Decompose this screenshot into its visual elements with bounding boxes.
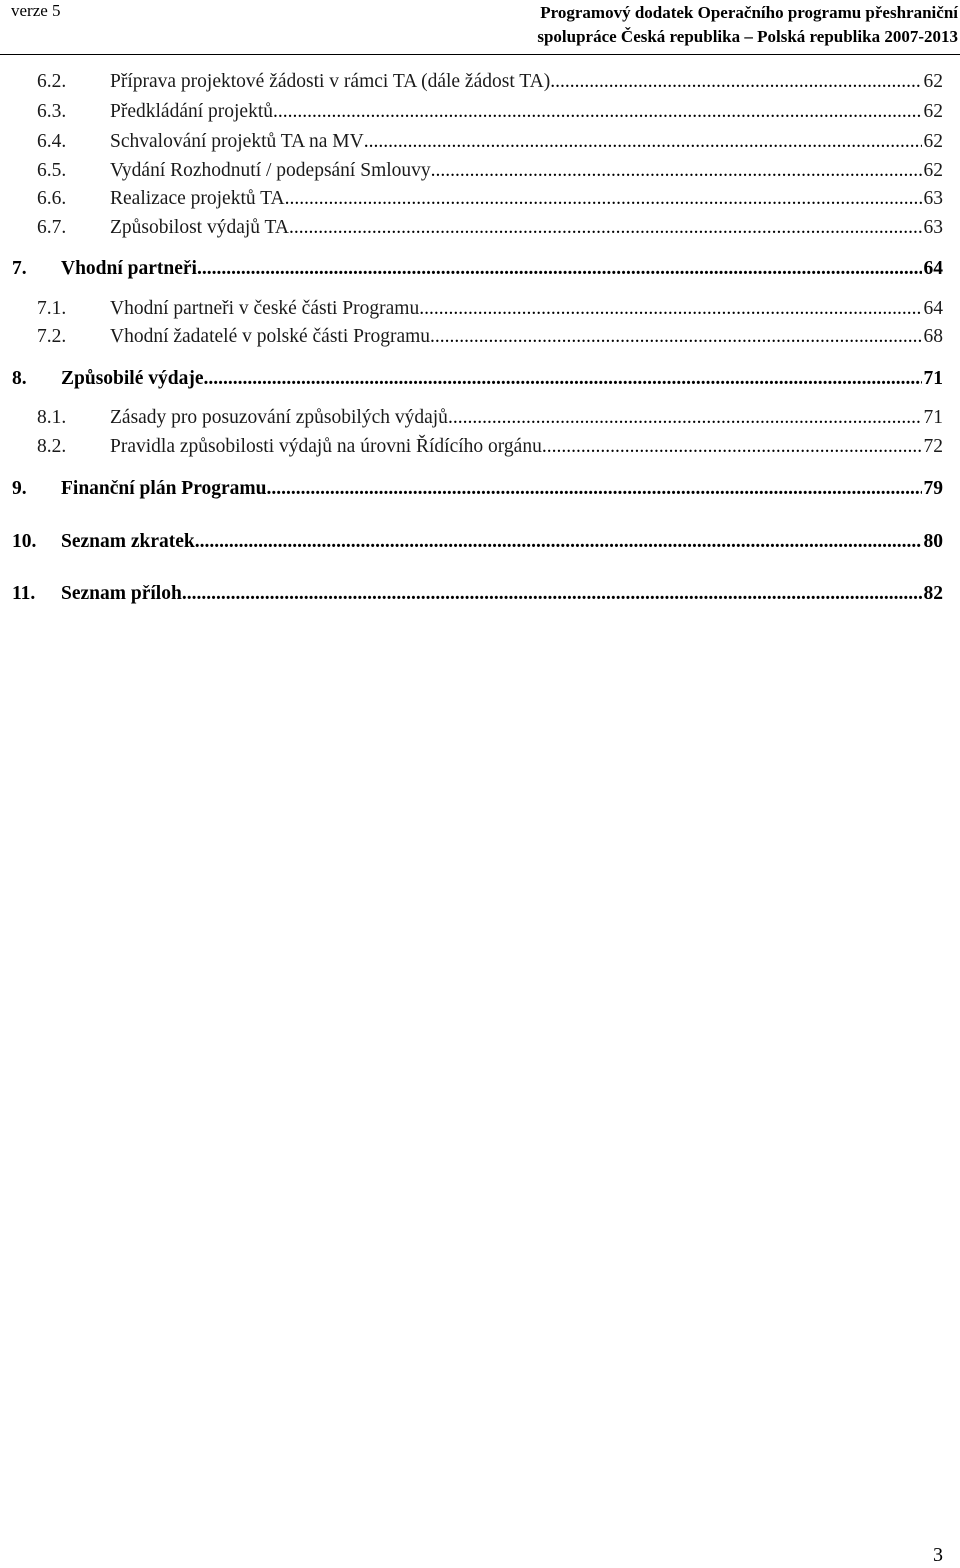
toc-entry-page: 68 bbox=[922, 322, 944, 352]
toc-entry-10[interactable] bbox=[12, 527, 943, 557]
toc-dot-leader bbox=[204, 364, 922, 394]
toc-entry-6-6[interactable] bbox=[37, 184, 943, 214]
toc-entry-title: Seznam zkratek bbox=[61, 527, 195, 557]
toc-entry-title: Seznam příloh bbox=[61, 579, 182, 609]
toc-entry-title: Finanční plán Programu bbox=[61, 474, 267, 504]
toc-entry-title: Schvalování projektů TA na MV bbox=[110, 127, 364, 157]
document-title-line-2: spolupráce Česká republika – Polská republika 2007-2013 bbox=[537, 27, 958, 46]
header-divider bbox=[0, 54, 960, 55]
toc-entry-number: 8. bbox=[12, 368, 27, 389]
toc-entry-number: 6.5. bbox=[37, 160, 67, 181]
toc-entry-title: Vydání Rozhodnutí / podepsání Smlouvy bbox=[110, 156, 431, 186]
toc-dot-leader bbox=[431, 156, 922, 186]
toc-entry-9[interactable] bbox=[12, 474, 943, 504]
toc-dot-leader bbox=[285, 184, 922, 214]
toc-entry-number: 9. bbox=[12, 478, 27, 499]
toc-entry-6-5[interactable] bbox=[37, 156, 943, 186]
toc-entry-page: 62 bbox=[922, 67, 944, 97]
toc-entry-number: 11. bbox=[12, 583, 36, 604]
document-version: verze 5 bbox=[11, 1, 61, 20]
toc-entry-number: 10. bbox=[12, 531, 37, 552]
toc-entry-page: 71 bbox=[922, 364, 944, 394]
page-number: 3 bbox=[933, 1544, 943, 1566]
toc-entry-title: Vhodní partneři bbox=[61, 254, 197, 284]
toc-entry-page: 64 bbox=[922, 254, 944, 284]
toc-dot-leader bbox=[182, 579, 922, 609]
toc-entry-7-1[interactable] bbox=[37, 294, 943, 324]
toc-entry-title: Zásady pro posuzování způsobilých výdajů bbox=[110, 403, 448, 433]
toc-entry-number: 7.2. bbox=[37, 326, 67, 347]
toc-entry-number: 6.7. bbox=[37, 217, 67, 238]
toc-entry-page: 62 bbox=[922, 97, 944, 127]
toc-entry-6-7[interactable] bbox=[37, 213, 943, 243]
toc-entry-8-2[interactable] bbox=[37, 432, 943, 462]
toc-entry-number: 7. bbox=[12, 258, 27, 279]
document-title bbox=[537, 1, 958, 49]
toc-entry-page: 63 bbox=[922, 213, 944, 243]
toc-entry-number: 6.4. bbox=[37, 131, 67, 152]
toc-entry-11[interactable] bbox=[12, 579, 943, 609]
toc-dot-leader bbox=[197, 254, 922, 284]
toc-entry-page: 62 bbox=[922, 127, 944, 157]
toc-entry-page: 79 bbox=[922, 474, 944, 504]
toc-entry-7[interactable] bbox=[12, 254, 943, 284]
toc-entry-title: Předkládání projektů bbox=[110, 97, 273, 127]
toc-dot-leader bbox=[267, 474, 922, 504]
toc-entry-title: Vhodní žadatelé v polské části Programu bbox=[110, 322, 430, 352]
document-title-line-1: Programový dodatek Operačního programu přeshraniční bbox=[540, 3, 958, 22]
toc-entry-number: 8.1. bbox=[37, 407, 67, 428]
toc-entry-page: 71 bbox=[922, 403, 944, 433]
toc-entry-page: 64 bbox=[922, 294, 944, 324]
toc-entry-title: Příprava projektové žádosti v rámci TA (dále žádost TA) bbox=[110, 67, 550, 97]
page-header bbox=[0, 0, 960, 56]
toc-entry-page: 72 bbox=[922, 432, 944, 462]
toc-entry-number: 8.2. bbox=[37, 436, 67, 457]
toc-dot-leader bbox=[430, 322, 921, 352]
toc-entry-page: 62 bbox=[922, 156, 944, 186]
toc-dot-leader bbox=[448, 403, 922, 433]
toc-dot-leader bbox=[419, 294, 921, 324]
toc-entry-number: 6.2. bbox=[37, 71, 67, 92]
toc-entry-number: 6.3. bbox=[37, 101, 67, 122]
toc-entry-number: 6.6. bbox=[37, 188, 67, 209]
toc-entry-title: Způsobilost výdajů TA bbox=[110, 213, 289, 243]
toc-entry-page: 80 bbox=[922, 527, 944, 557]
toc-entry-title: Vhodní partneři v české části Programu bbox=[110, 294, 419, 324]
toc-entry-6-2[interactable] bbox=[37, 67, 943, 97]
toc-entry-title: Pravidla způsobilosti výdajů na úrovni Řídícího orgánu bbox=[110, 432, 542, 462]
toc-entry-8-1[interactable] bbox=[37, 403, 943, 433]
toc-dot-leader bbox=[542, 432, 922, 462]
toc-entry-6-3[interactable] bbox=[37, 97, 943, 127]
toc-entry-7-2[interactable] bbox=[37, 322, 943, 352]
toc-entry-title: Realizace projektů TA bbox=[110, 184, 285, 214]
toc-entry-6-4[interactable] bbox=[37, 127, 943, 157]
toc-dot-leader bbox=[364, 127, 922, 157]
toc-entry-number: 7.1. bbox=[37, 298, 67, 319]
toc-dot-leader bbox=[273, 97, 922, 127]
toc-entry-page: 63 bbox=[922, 184, 944, 214]
toc-dot-leader bbox=[195, 527, 922, 557]
toc-entry-8[interactable] bbox=[12, 364, 943, 394]
toc-entry-title: Způsobilé výdaje bbox=[61, 364, 204, 394]
toc-dot-leader bbox=[550, 67, 921, 97]
toc-dot-leader bbox=[289, 213, 922, 243]
toc-entry-page: 82 bbox=[922, 579, 944, 609]
